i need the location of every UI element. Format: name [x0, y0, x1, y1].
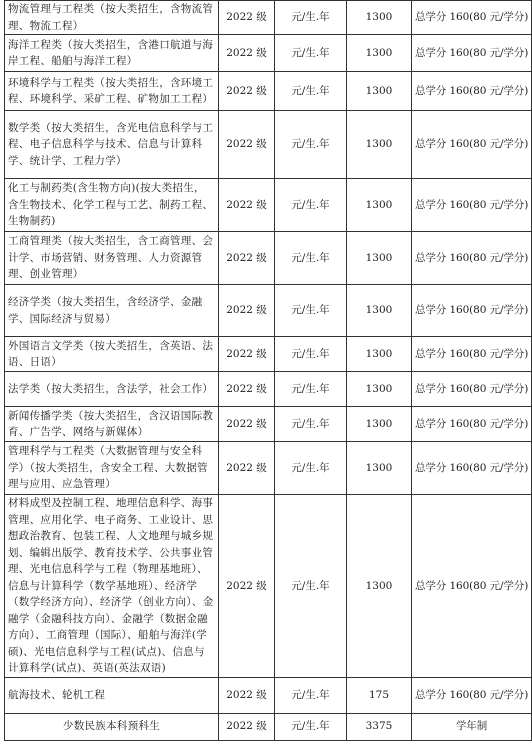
fee-note-cell: 总学分 160(80 元/学分) [412, 1, 532, 35]
table-row [5, 72, 532, 111]
major-cell: 外国语言文学类（按大类招生，含英语、法语、日语） [5, 337, 219, 372]
fee-amount-cell: 1300 [347, 72, 412, 111]
fee-unit-cell: 元/生.年 [275, 179, 347, 232]
grade-year-cell: 2022 级 [219, 285, 275, 337]
fee-amount-cell: 1300 [347, 495, 412, 678]
fee-note-cell: 总学分 160(80 元/学分) [412, 372, 532, 407]
major-cell: 经济学类（按大类招生，含经济学、金融学、国际经济与贸易） [5, 285, 219, 337]
fee-amount-cell: 1300 [347, 232, 412, 285]
major-cell: 海洋工程类（按大类招生，含港口航道与海岸工程、船舶与海洋工程） [5, 35, 219, 72]
grade-year-cell: 2022 级 [219, 232, 275, 285]
grade-year-cell: 2022 级 [219, 111, 275, 179]
table-row [5, 285, 532, 337]
grade-year-cell: 2022 级 [219, 337, 275, 372]
major-cell: 化工与制药类(含生物方向)(按大类招生，含生物技术、化学工程与工艺、制药工程、生物制药) [5, 179, 219, 232]
major-cell: 材料成型及控制工程、地理信息科学、海事管理、应用化学、电子商务、工业设计、思想政治教育、包装工程、人文地理与城乡规划、编辑出版学、教育技术学、公共事业管理、光电信息科学与工程（物理基地班）、信息与计算科学（数学基地班）、经济学（数学经济方向）、经济学（创业方向）、金融学（金融科技方向）、金融学（数据金融方向）、工商管理（国际）、船舶与海洋(学硕)、光电信息科学与工程(试点)、信息与计算科学(试点)、英语(英法双语) [5, 495, 219, 678]
fee-note-cell: 总学分 160(80 元/学分) [412, 285, 532, 337]
tuition-fee-table [4, 0, 532, 741]
major-cell: 工商管理类（按大类招生，含工商管理、会计学、市场营销、财务管理、人力资源管理、创业管理） [5, 232, 219, 285]
grade-year-cell: 2022 级 [219, 495, 275, 678]
fee-note-cell: 总学分 160(80 元/学分) [412, 232, 532, 285]
table-row [5, 179, 532, 232]
fee-unit-cell: 元/生.年 [275, 713, 347, 740]
major-cell: 管理科学与工程类（大数据管理与安全科学）（按大类招生，含安全工程、大数据管理与应用、应急管理） [5, 442, 219, 495]
table-row [5, 713, 532, 740]
fee-note-cell: 总学分 160(80 元/学分) [412, 179, 532, 232]
fee-unit-cell: 元/生.年 [275, 442, 347, 495]
fee-unit-cell: 元/生.年 [275, 495, 347, 678]
grade-year-cell: 2022 级 [219, 1, 275, 35]
grade-year-cell: 2022 级 [219, 407, 275, 442]
table-row [5, 372, 532, 407]
table-row [5, 495, 532, 678]
fee-unit-cell: 元/生.年 [275, 407, 347, 442]
major-cell: 新闻传播学类（按大类招生，含汉语国际教育、广告学、网络与新媒体） [5, 407, 219, 442]
fee-note-cell: 学年制 [412, 713, 532, 740]
fee-amount-cell: 175 [347, 677, 412, 713]
fee-unit-cell: 元/生.年 [275, 111, 347, 179]
table-row [5, 1, 532, 35]
fee-unit-cell: 元/生.年 [275, 232, 347, 285]
table-row [5, 111, 532, 179]
fee-note-cell: 总学分 160(80 元/学分) [412, 442, 532, 495]
fee-note-cell: 总学分 160(80 元/学分) [412, 111, 532, 179]
fee-amount-cell: 1300 [347, 337, 412, 372]
fee-amount-cell: 1300 [347, 442, 412, 495]
table-row [5, 407, 532, 442]
fee-note-cell: 总学分 160(80 元/学分) [412, 72, 532, 111]
fee-note-cell: 总学分 160(80 元/学分) [412, 337, 532, 372]
fee-unit-cell: 元/生.年 [275, 285, 347, 337]
major-cell: 物流管理与工程类（按大类招生，含物流管理、物流工程） [5, 1, 219, 35]
table-row [5, 677, 532, 713]
fee-amount-cell: 1300 [347, 407, 412, 442]
major-cell: 数学类（按大类招生，含光电信息科学与工程、电子信息科学与技术、信息与计算科学、统计学、工程力学） [5, 111, 219, 179]
fee-note-cell: 总学分 160(80 元/学分) [412, 495, 532, 678]
grade-year-cell: 2022 级 [219, 72, 275, 111]
fee-amount-cell: 1300 [347, 285, 412, 337]
table-row [5, 232, 532, 285]
fee-amount-cell: 3375 [347, 713, 412, 740]
grade-year-cell: 2022 级 [219, 713, 275, 740]
major-cell: 环境科学与工程类（按大类招生，含环境工程、环境科学、采矿工程、矿物加工工程） [5, 72, 219, 111]
fee-unit-cell: 元/生.年 [275, 35, 347, 72]
grade-year-cell: 2022 级 [219, 442, 275, 495]
fee-note-cell: 总学分 160(80 元/学分) [412, 407, 532, 442]
fee-note-cell: 总学分 160(80 元/学分) [412, 35, 532, 72]
fee-unit-cell: 元/生.年 [275, 372, 347, 407]
major-cell: 法学类（按大类招生，含法学，社会工作） [5, 372, 219, 407]
fee-note-cell: 总学分 160(80 元/学分) [412, 677, 532, 713]
fee-unit-cell: 元/生.年 [275, 337, 347, 372]
table-row [5, 35, 532, 72]
fee-amount-cell: 1300 [347, 179, 412, 232]
fee-unit-cell: 元/生.年 [275, 1, 347, 35]
grade-year-cell: 2022 级 [219, 677, 275, 713]
grade-year-cell: 2022 级 [219, 35, 275, 72]
table-row [5, 442, 532, 495]
fee-amount-cell: 1300 [347, 1, 412, 35]
fee-amount-cell: 1300 [347, 111, 412, 179]
table-row [5, 337, 532, 372]
grade-year-cell: 2022 级 [219, 372, 275, 407]
fee-unit-cell: 元/生.年 [275, 72, 347, 111]
major-cell: 航海技术、轮机工程 [5, 677, 219, 713]
fee-unit-cell: 元/生.年 [275, 677, 347, 713]
grade-year-cell: 2022 级 [219, 179, 275, 232]
fee-amount-cell: 1300 [347, 35, 412, 72]
fee-amount-cell: 1300 [347, 372, 412, 407]
major-cell: 少数民族本科预科生 [5, 713, 219, 740]
